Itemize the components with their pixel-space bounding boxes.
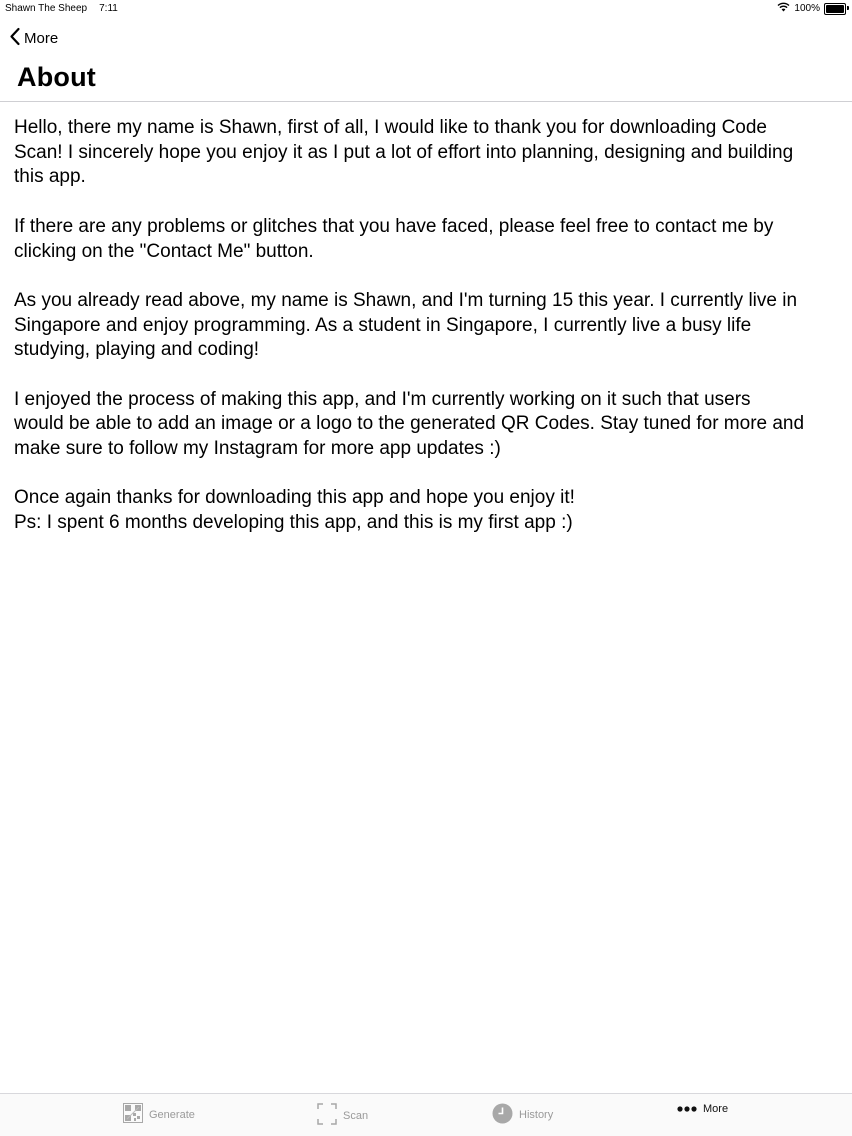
scan-frame-icon (317, 1103, 337, 1128)
paragraph-contact: If there are any problems or glitches that you have faced, please feel free to contact me by clicking on the "Contact Me" button. (14, 215, 774, 262)
chevron-left-icon (9, 27, 21, 50)
tab-history[interactable] (492, 1103, 553, 1127)
carrier-name: Shawn The Sheep (5, 3, 88, 14)
battery-icon (824, 3, 846, 15)
tab-scan-label: Scan (343, 1109, 369, 1122)
tab-generate[interactable] (123, 1103, 195, 1126)
back-button[interactable] (9, 27, 58, 50)
status-time: 7:11 (99, 3, 118, 14)
battery-tip (847, 6, 849, 10)
status-bar (0, 0, 852, 18)
tab-history-label: History (519, 1109, 554, 1121)
tab-bar (0, 1093, 852, 1136)
tab-scan[interactable] (317, 1103, 368, 1128)
status-right (777, 2, 846, 15)
tab-generate-label: Generate (149, 1108, 195, 1121)
paragraph-thanks: Once again thanks for downloading this app and hope you enjoy it! Ps: I spent 6 months developing this app, and this is my first app :) (14, 487, 575, 534)
qr-code-icon (123, 1103, 143, 1126)
back-label: More (24, 30, 59, 47)
battery-percent: 100% (794, 3, 820, 14)
paragraph-intro: Hello, there my name is Shawn, first of all, I would like to thank you for downloading Code Scan! I sincerely hope you enjoy it as I put a lot of effort into planning, designing and building this app. (14, 117, 794, 188)
status-left (5, 3, 118, 14)
tab-more-label: More (703, 1103, 729, 1115)
about-text (14, 116, 844, 561)
header-divider (0, 101, 852, 102)
battery-fill (826, 5, 844, 13)
paragraph-about-me: As you already read above, my name is Shawn, and I'm turning 15 this year. I currently live in Singapore and enjoy programming. As a student in Singapore, I currently live a busy life studying, playing and coding! (14, 289, 798, 361)
more-dots-icon (677, 1103, 697, 1115)
clock-icon (492, 1103, 513, 1127)
page-title: About (17, 62, 96, 92)
tab-more[interactable] (677, 1103, 728, 1115)
paragraph-updates: I enjoyed the process of making this app, and I'm currently working on it such that users would be able to add an image or a logo to the generated QR Codes. Stay tuned for more and make sure to follow my Instagram for more app updates :) (14, 388, 805, 460)
wifi-icon (777, 2, 790, 15)
